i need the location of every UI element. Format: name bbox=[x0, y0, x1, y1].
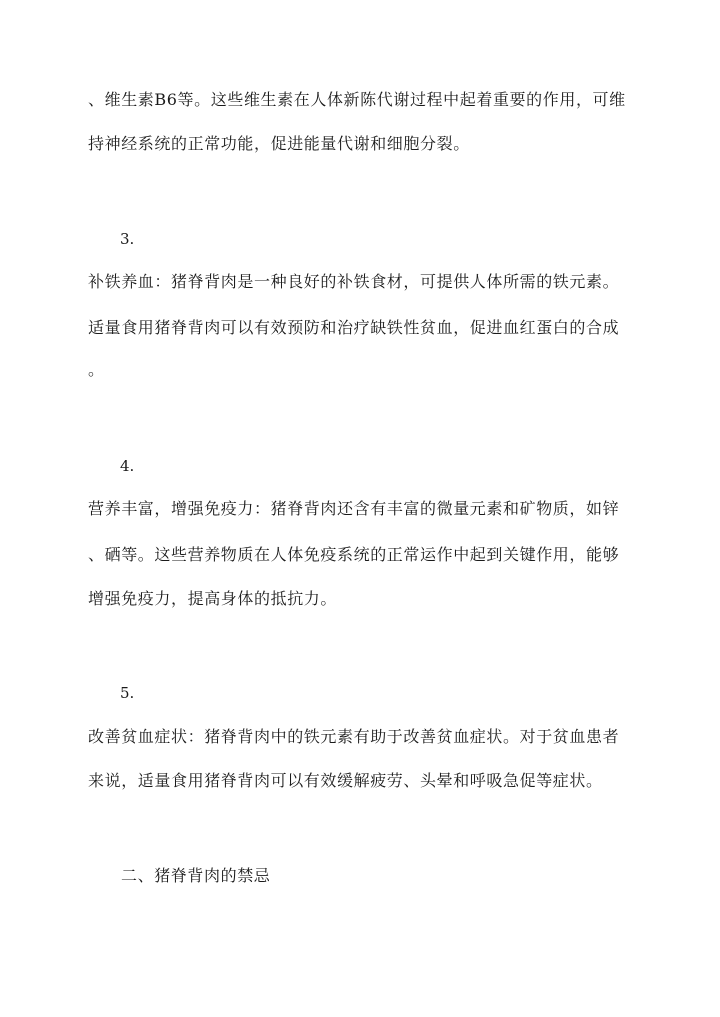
paragraph-line: 持神经系统的正常功能，促进能量代谢和细胞分裂。 bbox=[88, 134, 470, 153]
paragraph-line: 增强免疫力，提高身体的抵抗力。 bbox=[88, 589, 338, 608]
paragraph-line: 补铁养血：猪脊背肉是一种良好的补铁食材，可提供人体所需的铁元素。 bbox=[88, 272, 620, 291]
paragraph-line: 来说，适量食用猪脊背肉可以有效缓解疲劳、头晕和呼吸急促等症状。 bbox=[88, 771, 603, 790]
section-heading: 二、猪脊背肉的禁忌 bbox=[121, 866, 271, 885]
paragraph-line: 、硒等。这些营养物质在人体免疫系统的正常运作中起到关键作用，能够 bbox=[88, 545, 620, 564]
paragraph-line: 改善贫血症状：猪脊背肉中的铁元素有助于改善贫血症状。对于贫血患者 bbox=[88, 727, 620, 746]
paragraph-line: 。 bbox=[88, 360, 105, 379]
list-item-number: 3. bbox=[120, 230, 135, 248]
paragraph-line: 、维生素B6等。这些维生素在人体新陈代谢过程中起着重要的作用，可维 bbox=[88, 90, 626, 109]
paragraph-line: 适量食用猪脊背肉可以有效预防和治疗缺铁性贫血，促进血红蛋白的合成 bbox=[88, 318, 620, 337]
list-item-number: 4. bbox=[120, 457, 135, 475]
list-item-number: 5. bbox=[120, 684, 135, 702]
paragraph-line: 营养丰富，增强免疫力：猪脊背肉还含有丰富的微量元素和矿物质，如锌 bbox=[88, 499, 620, 518]
